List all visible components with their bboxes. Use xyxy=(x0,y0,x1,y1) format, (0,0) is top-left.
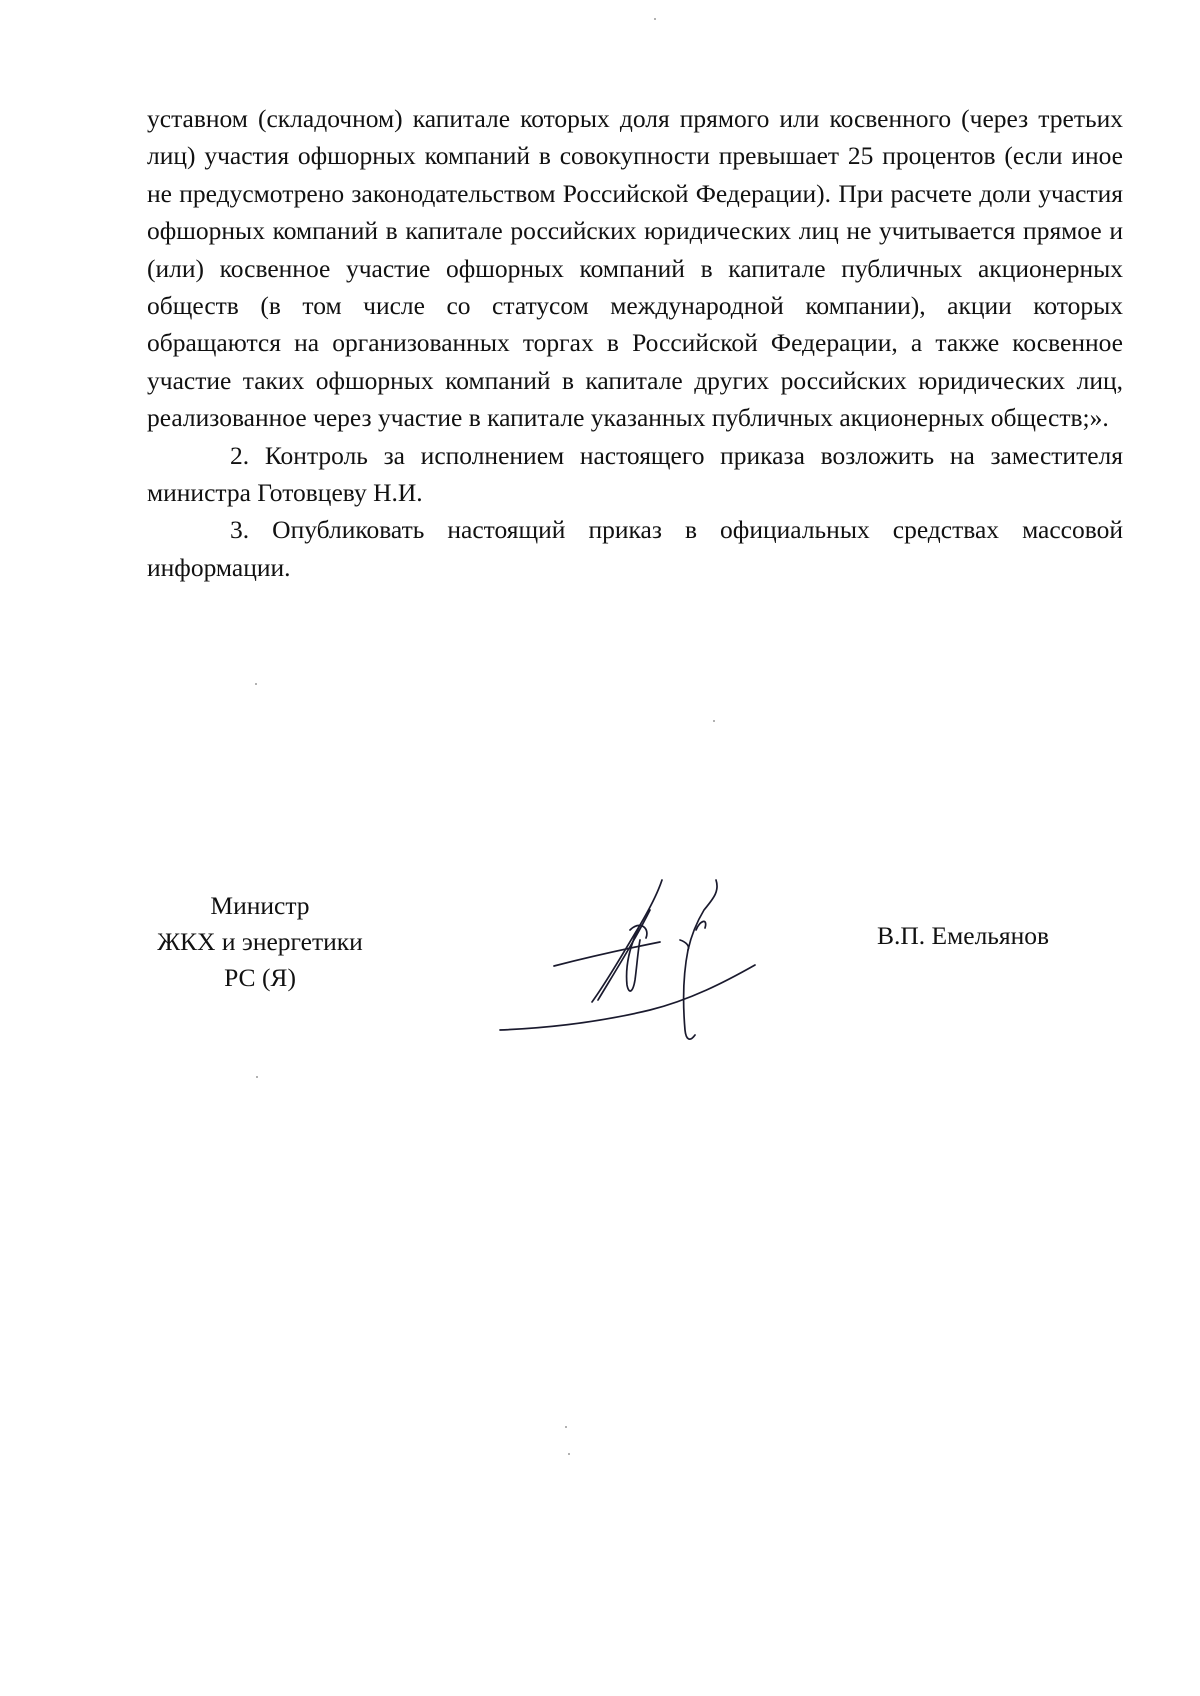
signer-title-line: Министр xyxy=(210,891,310,920)
signer-title xyxy=(132,888,388,996)
signer-name: В.П. Емельянов xyxy=(877,921,1050,950)
paragraph-item-2: 2. Контроль за исполнением настоящего приказа возложить на заместителя министра Готовцеву Н.И. xyxy=(147,440,1123,508)
scan-speck xyxy=(568,1453,570,1455)
handwritten-signature xyxy=(490,870,790,1050)
signer-title-line: РС (Я) xyxy=(224,963,296,992)
scan-speck xyxy=(713,720,715,722)
scan-speck xyxy=(256,1076,258,1078)
scan-speck xyxy=(565,1426,567,1428)
scan-speck xyxy=(255,683,257,685)
paragraph-item-3: 3. Опубликовать настоящий приказ в официальных средствах массовой информации. xyxy=(147,515,1123,582)
signer-title-line: ЖКХ и энергетики xyxy=(157,927,363,956)
scan-speck xyxy=(654,18,656,20)
paragraph-continuation: уставном (складочном) капитале которых доля прямого или косвенного (через третьих лиц) участия офшорных компаний в совокупности превышает 25 процентов (если иное не предусмотрено законодательством Российской Федерации). При расчете доли участия офшорных компаний в капитале российских юридических лиц не учитывается прямое и (или) косвенное участие офшорных компаний в капитале публичных акционерных обществ (в том числе со статусом международной компании), акции которых обращаются на организованных торгах в Российской Федерации, а также косвенное участие таких офшорных компаний в капитале других российских юридических лиц, реализованное через участие в капитале указанных публичных акционерных обществ;». xyxy=(147,104,1123,433)
